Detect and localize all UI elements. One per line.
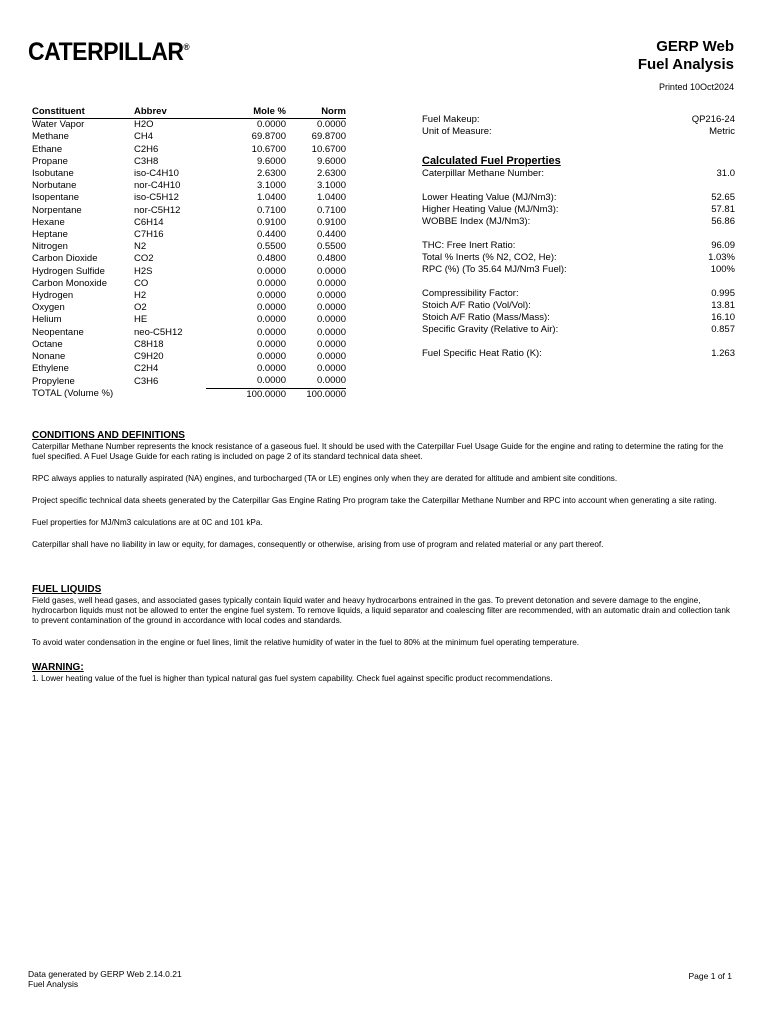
- conditions-paragraph: Caterpillar shall have no liability in law or equity, for damages, consequently or otherwise, arising from use of program and related material or any part thereof.: [32, 540, 604, 549]
- total-norm-value: 100.0000: [306, 388, 346, 400]
- constituent-name: Ethane: [32, 143, 63, 155]
- norm-value: 0.0000: [316, 363, 346, 375]
- mole-percent: 0.0000: [256, 314, 286, 326]
- mole-percent: 0.0000: [256, 338, 286, 350]
- constituent-abbrev: neo-C5H12: [134, 326, 183, 338]
- title-line-2: Fuel Analysis: [637, 56, 734, 73]
- constituent-name: Oxygen: [32, 302, 65, 314]
- constituent-name: Hydrogen Sulfide: [32, 265, 105, 277]
- mole-percent: 0.0000: [256, 363, 286, 375]
- total-row: [32, 388, 346, 401]
- constituent-abbrev: H2S: [134, 265, 153, 277]
- table-row: [32, 290, 346, 302]
- table-row: [32, 217, 346, 229]
- compressibility-label: Compressibility Factor:: [422, 288, 519, 299]
- constituent-name: Helium: [32, 314, 62, 326]
- constituent-name: Carbon Monoxide: [32, 277, 107, 289]
- constituent-abbrev: H2O: [134, 119, 154, 131]
- conditions-paragraph: Caterpillar Methane Number represents the knock resistance of a gaseous fuel. It should be used with the Caterpillar Fuel Usage Guide for the engine and rating to determine the rating for the fuel specified. A Fuel Usage Guide for each rating is included on page 2 of its standard technical data sheet.: [32, 442, 724, 461]
- mole-percent: 0.9100: [256, 216, 286, 228]
- calculated-properties-heading: Calculated Fuel Properties: [422, 155, 561, 167]
- warning-heading: WARNING:: [32, 662, 84, 673]
- conditions-heading: CONDITIONS AND DEFINITIONS: [32, 430, 185, 441]
- methane-number-row: [422, 168, 735, 180]
- table-row: [32, 278, 346, 290]
- unit-value: Metric: [709, 126, 735, 137]
- constituent-name: Hydrogen: [32, 290, 74, 302]
- conditions-section: [32, 430, 737, 562]
- norm-value: 3.1000: [316, 180, 346, 192]
- table-row: [32, 266, 346, 278]
- inerts-value: 1.03%: [708, 252, 735, 263]
- table-row: [32, 192, 346, 204]
- mole-percent: 1.0400: [256, 192, 286, 204]
- constituent-name: Heptane: [32, 229, 68, 241]
- hhv-value: 57.81: [711, 204, 735, 215]
- conditions-paragraph: Project specific technical data sheets generated by the Caterpillar Gas Engine Rating Pro program take the Caterpillar Methane Number and RPC into account when generating a site rating.: [32, 496, 717, 505]
- fuel-liquids-section: [32, 584, 737, 660]
- table-row: [32, 119, 346, 132]
- table-row: [32, 180, 346, 192]
- table-row: [32, 131, 346, 143]
- header-abbrev: Abbrev: [134, 106, 206, 119]
- unit-label: Unit of Measure:: [422, 126, 492, 137]
- table-row: [32, 375, 346, 388]
- table-row: [32, 156, 346, 168]
- table-row: [32, 205, 346, 217]
- norm-value: 0.4800: [316, 253, 346, 265]
- af-mass-value: 16.10: [711, 312, 735, 323]
- constituent-name: Ethylene: [32, 363, 69, 375]
- constituent-name: Hexane: [32, 216, 65, 228]
- wobbe-row: [422, 216, 735, 228]
- af-mass-label: Stoich A/F Ratio (Mass/Mass):: [422, 312, 550, 323]
- constituent-abbrev: C7H16: [134, 229, 164, 241]
- norm-value: 10.6700: [311, 143, 346, 155]
- caterpillar-logo: [28, 38, 189, 67]
- constituent-abbrev: C9H20: [134, 351, 164, 363]
- heat-ratio-value: 1.263: [711, 348, 735, 359]
- constituent-abbrev: iso-C5H12: [134, 192, 179, 204]
- hhv-label: Higher Heating Value (MJ/Nm3):: [422, 204, 559, 215]
- constituent-abbrev: O2: [134, 302, 147, 314]
- printed-date: Printed 10Oct2024: [658, 82, 734, 92]
- norm-value: 1.0400: [316, 192, 346, 204]
- thc-row: [422, 240, 735, 252]
- table-row: [32, 253, 346, 265]
- norm-value: 0.4400: [316, 229, 346, 241]
- constituent-name: Methane: [32, 131, 69, 143]
- constituent-abbrev: iso-C4H10: [134, 168, 179, 180]
- header-constituent: Constituent: [32, 106, 134, 119]
- lhv-value: 52.65: [711, 192, 735, 203]
- wobbe-label: WOBBE Index (MJ/Nm3):: [422, 216, 531, 227]
- mole-percent: 0.0000: [256, 119, 286, 131]
- table-row: [32, 327, 346, 339]
- fuel-liquids-heading: FUEL LIQUIDS: [32, 584, 102, 595]
- norm-value: 0.7100: [316, 204, 346, 216]
- constituent-abbrev: C8H18: [134, 338, 164, 350]
- logo-text: CATERPILLAR: [28, 38, 184, 66]
- footer-left: [28, 969, 182, 989]
- af-mass-row: [422, 312, 735, 324]
- conditions-paragraph: Fuel properties for MJ/Nm3 calculations are at 0C and 101 kPa.: [32, 518, 263, 527]
- fuel-properties: [422, 114, 735, 360]
- warning-paragraph: 1. Lower heating value of the fuel is higher than typical natural gas fuel system capability. Check fuel against specific product recommendations.: [32, 674, 553, 683]
- total-constituent-name: TOTAL (Volume %): [32, 388, 114, 400]
- norm-value: 2.6300: [316, 168, 346, 180]
- constituent-name: Octane: [32, 338, 63, 350]
- mole-percent: 0.4400: [256, 229, 286, 241]
- fuel-liquids-paragraph: Field gases, well head gases, and associated gases typically contain liquid water and heavy hydrocarbons entrained in the gas. To prevent detonation and severe damage to the engine, hydrocarbon liquids must not be allowed to enter the engine fuel system. To remove liquids, a liquid separator and coalescing filter are recommended, with an automatic drain and collection tank to prevent contamination of the ground in accordance with local codes and standards.: [32, 596, 730, 625]
- mole-percent: 0.4800: [256, 253, 286, 265]
- constituent-name: Water Vapor: [32, 119, 85, 131]
- total-mole-percent: 100.0000: [246, 388, 286, 400]
- constituent-abbrev: CO: [134, 277, 149, 289]
- mole-percent: 9.6000: [256, 155, 286, 167]
- norm-value: 0.9100: [316, 216, 346, 228]
- constituent-name: Neopentane: [32, 326, 84, 338]
- norm-value: 0.0000: [316, 277, 346, 289]
- norm-value: 9.6000: [316, 155, 346, 167]
- header-mole: Mole %: [206, 106, 286, 119]
- fuel-liquids-paragraph: To avoid water condensation in the engine or fuel lines, limit the relative humidity of water in the fuel to 80% at the minimum fuel operating temperature.: [32, 638, 580, 647]
- constituent-name: Nitrogen: [32, 241, 68, 253]
- heat-ratio-row: [422, 348, 735, 360]
- conditions-paragraph: RPC always applies to naturally aspirated (NA) engines, and turbocharged (TA or LE) engines only when they are derated for altitude and ambient site conditions.: [32, 474, 618, 483]
- lhv-row: [422, 192, 735, 204]
- fuel-makeup-label: Fuel Makeup:: [422, 114, 480, 125]
- page-number: Page 1 of 1: [688, 971, 732, 981]
- inerts-label: Total % Inerts (% N2, CO2, He):: [422, 252, 557, 263]
- mole-percent: 0.5500: [256, 241, 286, 253]
- registered-mark: ®: [183, 42, 190, 52]
- norm-value: 0.0000: [316, 119, 346, 131]
- af-vol-label: Stoich A/F Ratio (Vol/Vol):: [422, 300, 531, 311]
- thc-value: 96.09: [711, 240, 735, 251]
- warning-section: [32, 662, 737, 696]
- hhv-row: [422, 204, 735, 216]
- heat-ratio-label: Fuel Specific Heat Ratio (K):: [422, 348, 542, 359]
- fuel-makeup-row: [422, 114, 735, 126]
- constituent-name: Norpentane: [32, 204, 82, 216]
- document-title: [638, 38, 734, 74]
- mole-percent: 0.0000: [256, 265, 286, 277]
- mole-percent: 2.6300: [256, 168, 286, 180]
- af-vol-value: 13.81: [711, 300, 735, 311]
- table-row: [32, 168, 346, 180]
- norm-value: 0.0000: [316, 290, 346, 302]
- constituent-abbrev: CH4: [134, 131, 154, 143]
- table-row: [32, 351, 346, 363]
- constituent-abbrev: H2: [134, 290, 147, 302]
- methane-number-label: Caterpillar Methane Number:: [422, 168, 544, 179]
- norm-value: 0.0000: [316, 302, 346, 314]
- table-header-row: [32, 106, 346, 119]
- header-norm: Norm: [286, 106, 346, 119]
- thc-label: THC: Free Inert Ratio:: [422, 240, 516, 251]
- footer-doc-name: Fuel Analysis: [28, 979, 79, 989]
- unit-row: [422, 126, 735, 138]
- rpc-row: [422, 264, 735, 276]
- norm-value: 0.5500: [316, 241, 346, 253]
- mole-percent: 0.0000: [256, 302, 286, 314]
- table-row: [32, 363, 346, 375]
- compressibility-value: 0.995: [711, 288, 735, 299]
- mole-percent: 0.0000: [256, 351, 286, 363]
- constituent-name: Isobutane: [32, 168, 74, 180]
- constituent-abbrev: nor-C5H12: [134, 204, 181, 216]
- constituent-abbrev: C6H14: [134, 216, 164, 228]
- constituent-abbrev: N2: [134, 241, 147, 253]
- specific-gravity-value: 0.857: [711, 324, 735, 335]
- table-row: [32, 302, 346, 314]
- constituent-abbrev: C2H4: [134, 363, 159, 375]
- constituent-abbrev: CO2: [134, 253, 154, 265]
- fuel-makeup-value: QP216-24: [691, 114, 735, 125]
- mole-percent: 0.0000: [256, 290, 286, 302]
- table-row: [32, 241, 346, 253]
- rpc-label: RPC (%) (To 35.64 MJ/Nm3 Fuel):: [422, 264, 567, 275]
- af-vol-row: [422, 300, 735, 312]
- table-row: [32, 229, 346, 241]
- constituent-abbrev: C3H6: [134, 375, 159, 387]
- constituent-name: Propane: [32, 155, 68, 167]
- mole-percent: 0.7100: [256, 204, 286, 216]
- constituent-abbrev: nor-C4H10: [134, 180, 181, 192]
- norm-value: 0.0000: [316, 338, 346, 350]
- norm-value: 0.0000: [316, 326, 346, 338]
- title-line-1: GERP Web: [656, 38, 734, 55]
- inerts-row: [422, 252, 735, 264]
- footer-generated: Data generated by GERP Web 2.14.0.21: [28, 969, 182, 979]
- table-row: [32, 314, 346, 326]
- norm-value: 69.8700: [311, 131, 346, 143]
- table-row: [32, 339, 346, 351]
- constituent-abbrev: C3H8: [134, 155, 159, 167]
- mole-percent: 3.1000: [256, 180, 286, 192]
- constituents-table: [32, 106, 346, 401]
- norm-value: 0.0000: [316, 351, 346, 363]
- mole-percent: 0.0000: [256, 277, 286, 289]
- constituent-name: Propylene: [32, 375, 75, 387]
- constituent-name: Norbutane: [32, 180, 77, 192]
- norm-value: 0.0000: [316, 265, 346, 277]
- mole-percent: 69.8700: [251, 131, 286, 143]
- table-row: [32, 144, 346, 156]
- mole-percent: 10.6700: [251, 143, 286, 155]
- constituent-name: Isopentane: [32, 192, 80, 204]
- lhv-label: Lower Heating Value (MJ/Nm3):: [422, 192, 557, 203]
- mole-percent: 0.0000: [206, 375, 286, 388]
- norm-value: 0.0000: [286, 375, 346, 388]
- wobbe-value: 56.86: [711, 216, 735, 227]
- methane-number-value: 31.0: [716, 168, 735, 179]
- total-constituent-abbrev: [134, 388, 206, 401]
- rpc-value: 100%: [710, 264, 735, 275]
- constituent-name: Nonane: [32, 351, 66, 363]
- constituent-abbrev: C2H6: [134, 143, 159, 155]
- norm-value: 0.0000: [316, 314, 346, 326]
- specific-gravity-label: Specific Gravity (Relative to Air):: [422, 324, 559, 335]
- constituent-name: Carbon Dioxide: [32, 253, 98, 265]
- mole-percent: 0.0000: [256, 326, 286, 338]
- specific-gravity-row: [422, 324, 735, 336]
- compressibility-row: [422, 288, 735, 300]
- constituent-abbrev: HE: [134, 314, 148, 326]
